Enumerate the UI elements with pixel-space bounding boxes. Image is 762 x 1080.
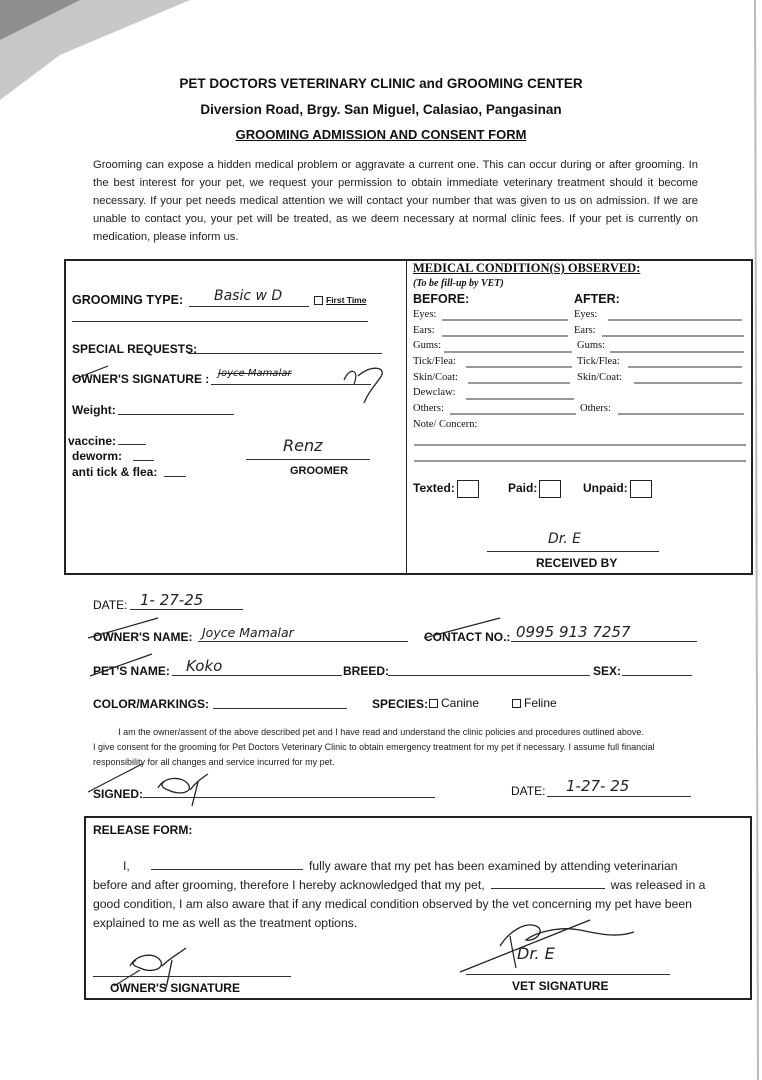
groomer-line (246, 459, 370, 460)
consent-line-2: I give consent for the grooming for Pet Doctors Veterinary Clinic to obtain emergency treatment for my pet if necessary. I assume full financial (93, 742, 655, 752)
contact-label: CONTACT NO.: (424, 630, 511, 644)
before-item[interactable]: Tick/Flea: (413, 356, 456, 368)
texted-label: Texted: (413, 481, 455, 496)
paid-checkbox[interactable] (508, 480, 561, 498)
medical-subtitle: (To be fill-up by VET) (413, 278, 504, 289)
vaccine-line[interactable] (118, 444, 146, 445)
grooming-type-value[interactable]: Basic w D (214, 288, 283, 304)
clinic-address: Diversion Road, Brgy. San Miguel, Calasiao, Pangasinan (200, 102, 562, 117)
deworm-line[interactable] (133, 460, 154, 461)
color-line[interactable] (213, 708, 347, 709)
canine-option[interactable] (429, 696, 479, 710)
after-item[interactable]: Eyes: (574, 309, 598, 320)
form-title: GROOMING ADMISSION AND CONSENT FORM (235, 127, 527, 142)
species-label: SPECIES: (372, 697, 429, 711)
grooming-type-label: GROOMING TYPE: (72, 293, 184, 307)
consent-line-1: I am the owner/assent of the above described pet and I have read and understand the clinic policies and procedures outlined above. (118, 727, 644, 737)
before-item[interactable]: Eyes: (413, 309, 437, 320)
unpaid-box-icon[interactable] (630, 480, 652, 498)
special-requests-line[interactable] (188, 353, 382, 354)
consent-date-value[interactable]: 1-27- 25 (566, 777, 630, 795)
release-text-5: explained to me as well as the treatment options. (93, 916, 358, 930)
medical-lines (406, 300, 752, 470)
release-i: I, (123, 859, 130, 873)
vet-signature-label: VET SIGNATURE (512, 979, 609, 993)
intro-paragraph: Grooming can expose a hidden medical problem or aggravate a current one. This can occur during or after grooming. In the best interest for your pet, we request your permission to obtain immediate veterinary treatment should it become necessary. If your pet needs medical attention we will contact your number that was given to us on admission. If we are unable to contact you, your pet will be treated, as we deem necessary at normal clinic fees. If your pet is currently on medication, please inform us. (93, 159, 698, 243)
after-item[interactable]: Others: (580, 403, 611, 415)
before-item[interactable]: Ears: (413, 324, 435, 336)
paid-box-icon[interactable] (539, 480, 561, 498)
first-time-box-icon[interactable] (314, 296, 323, 305)
weight-label: Weight: (72, 403, 116, 417)
consent-date-line (547, 796, 691, 797)
grooming-type-line (189, 306, 309, 307)
date-value[interactable]: 1- 27-25 (140, 591, 204, 609)
color-label: COLOR/MARKINGS: (93, 697, 209, 711)
owner-release-label: OWNER'S SIGNATURE (110, 981, 240, 995)
received-by-value[interactable]: Dr. E (548, 531, 581, 547)
groomer-value[interactable]: Renz (283, 436, 323, 455)
first-time-label: First Time (326, 295, 367, 305)
unpaid-checkbox[interactable] (583, 480, 652, 498)
antitick-line[interactable] (164, 476, 186, 477)
owner-name-label: OWNER'S NAME: (93, 630, 193, 644)
consent-date-label: DATE: (511, 784, 546, 798)
release-text-2: before and after grooming, therefore I hereby acknowledged that my pet, (93, 878, 485, 892)
medical-title: MEDICAL CONDITION(S) OBSERVED: (413, 261, 641, 275)
canine-label: Canine (441, 696, 480, 710)
signed-label: SIGNED: (93, 787, 144, 801)
contact-value[interactable]: 0995 913 7257 (516, 623, 631, 641)
breed-label: BREED: (343, 664, 390, 678)
vaccine-label: vaccine: (68, 434, 117, 448)
grooming-extra-line (72, 321, 368, 322)
owner-signature-value[interactable]: Joyce Mamalar (218, 368, 292, 379)
before-item[interactable]: Others: (413, 403, 444, 415)
owner-name-value[interactable]: Joyce Mamalar (202, 625, 294, 640)
release-text-1: fully aware that my pet has been examined by attending veterinarian (309, 859, 678, 873)
texted-checkbox[interactable] (413, 480, 479, 498)
date-label: DATE: (93, 598, 128, 612)
received-by-line (487, 551, 659, 552)
release-text-3: was released in a (610, 878, 706, 892)
paid-label: Paid: (508, 481, 538, 496)
after-item[interactable]: Ears: (574, 324, 596, 336)
release-pet-line[interactable] (491, 876, 605, 889)
after-item[interactable]: Gums: (577, 340, 606, 352)
vet-signature-value[interactable]: Dr. E (517, 944, 555, 963)
signed-signature[interactable] (84, 760, 224, 810)
clinic-name: PET DOCTORS VETERINARY CLINIC and GROOMING CENTER (179, 76, 583, 91)
first-time-checkbox[interactable] (314, 295, 366, 305)
sex-label: SEX: (593, 664, 622, 678)
unpaid-label: Unpaid: (583, 481, 628, 496)
owner-release-line (93, 976, 291, 977)
antitick-label: anti tick & flea: (72, 465, 158, 479)
note-label: Note/ Concern: (413, 419, 478, 430)
before-item[interactable]: Skin/Coat: (413, 371, 458, 383)
signature-scribble-top (68, 358, 398, 408)
deworm-label: deworm: (72, 449, 123, 463)
release-text-4: good condition, I am also aware that if any medical condition observed by the vet concerning my pet have been (93, 897, 692, 911)
after-item[interactable]: Skin/Coat: (577, 371, 622, 383)
after-item[interactable]: Tick/Flea: (577, 356, 620, 368)
owner-signature-label: OWNER'S SIGNATURE : (72, 372, 210, 386)
feline-option[interactable] (512, 696, 557, 710)
pet-name-label: PET'S NAME: (93, 664, 170, 678)
special-requests-label: SPECIAL REQUESTS: (72, 342, 198, 356)
canine-box-icon[interactable] (429, 699, 438, 708)
consent-line-3: responsibility for all changes and service incurred for my pet. (93, 757, 335, 767)
after-label: AFTER: (574, 292, 620, 306)
before-item[interactable]: Dewclaw: (413, 387, 456, 399)
weight-line[interactable] (118, 414, 234, 415)
signature-slash-marks (80, 610, 550, 690)
before-label: BEFORE: (413, 292, 470, 306)
groomer-label: GROOMER (290, 465, 349, 477)
release-name-line[interactable] (151, 857, 303, 870)
vet-signature-line (466, 974, 670, 975)
texted-box-icon[interactable] (457, 480, 479, 498)
pet-name-value[interactable]: Koko (186, 657, 223, 675)
release-title: RELEASE FORM: (93, 823, 193, 837)
received-by-label: RECEIVED BY (536, 556, 618, 570)
sex-line[interactable] (622, 675, 692, 676)
before-item[interactable]: Gums: (413, 340, 442, 352)
feline-label: Feline (524, 696, 557, 710)
feline-box-icon[interactable] (512, 699, 521, 708)
